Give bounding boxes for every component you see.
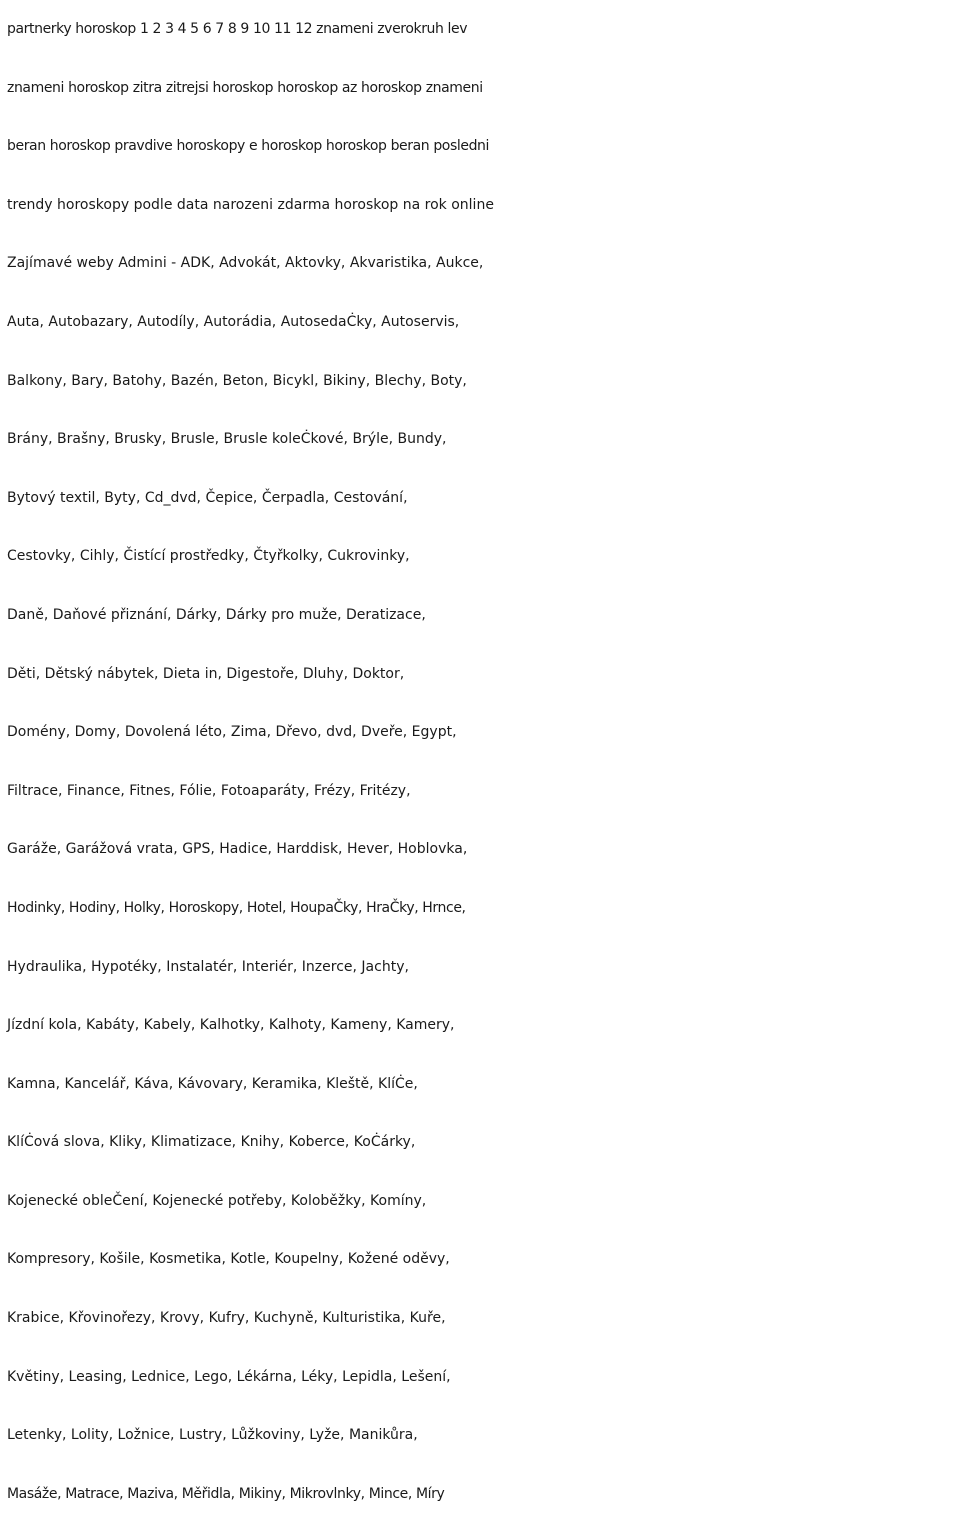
text-line: Zajímavé weby Admini - ADK, Advokát, Aktovky, Akvaristika, Aukce, (7, 255, 484, 272)
text-line: Jízdní kola, Kabáty, Kabely, Kalhotky, Kalhoty, Kameny, Kamery, (7, 1017, 455, 1034)
text-line: Letenky, Lolity, Ložnice, Lustry, Lůžkoviny, Lyže, Manikůra, (7, 1427, 418, 1444)
text-line: Garáže, Garážová vrata, GPS, Hadice, Harddisk, Hever, Hoblovka, (7, 841, 468, 858)
text-line: Filtrace, Finance, Fitnes, Fólie, Fotoaparáty, Frézy, Fritézy, (7, 782, 411, 799)
text-line: Brány, Brašny, Brusky, Brusle, Brusle koleĊkové, Brýle, Bundy, (7, 431, 447, 448)
text-line: Děti, Dětský nábytek, Dieta in, Digestoře, Dluhy, Doktor, (7, 665, 405, 682)
text-line: KlíĊová slova, Kliky, Klimatizace, Knihy, Koberce, KoĊárky, (7, 1134, 416, 1151)
text-line: Hydraulika, Hypotéky, Instalatér, Interiér, Inzerce, Jachty, (7, 958, 409, 975)
text-line: Cestovky, Cihly, Čistící prostředky, Čtyřkolky, Cukrovinky, (7, 548, 410, 565)
text-line: Masáže, Matrace, Maziva, Měřidla, Mikiny, Mikrovlnky, Mince, Míry (7, 1485, 445, 1502)
text-line: Balkony, Bary, Batohy, Bazén, Beton, Bicykl, Bikiny, Blechy, Boty, (7, 372, 467, 389)
text-line: trendy horoskopy podle data narozeni zdarma horoskop na rok online (7, 196, 494, 213)
text-line: Kompresory, Košile, Kosmetika, Kotle, Koupelny, Kožené oděvy, (7, 1251, 450, 1268)
text-line: Kamna, Kancelář, Káva, Kávovary, Keramika, Kleště, KlíĊe, (7, 1075, 418, 1092)
text-line: Auta, Autobazary, Autodíly, Autorádia, AutosedaĊky, Autoservis, (7, 313, 460, 330)
text-line: Krabice, Křovinořezy, Krovy, Kufry, Kuchyně, Kulturistika, Kuře, (7, 1310, 446, 1327)
text-line: partnerky horoskop 1 2 3 4 5 6 7 8 9 10 11 12 znameni zverokruh lev (7, 21, 468, 37)
text-line: Květiny, Leasing, Lednice, Lego, Lékárna, Léky, Lepidla, Lešení, (7, 1368, 451, 1385)
text-line: Hodinky, Hodiny, Holky, Horoskopy, Hotel, HoupaČky, HraČky, Hrnce, (7, 899, 466, 916)
text-line: beran horoskop pravdive horoskopy e horoskop horoskop beran posledni (7, 138, 490, 155)
text-body (7, 0, 957, 1523)
text-line: Bytový textil, Byty, Cd_dvd, Čepice, Čerpadla, Cestování, (7, 489, 408, 506)
text-line: znameni horoskop zitra zitrejsi horoskop horoskop az horoskop znameni (7, 79, 483, 96)
text-line: Kojenecké obleČení, Kojenecké potřeby, Koloběžky, Komíny, (7, 1192, 427, 1209)
text-line: Daně, Daňové přiznání, Dárky, Dárky pro muže, Deratizace, (7, 606, 426, 623)
text-line: Domény, Domy, Dovolená léto, Zima, Dřevo, dvd, Dveře, Egypt, (7, 724, 457, 741)
